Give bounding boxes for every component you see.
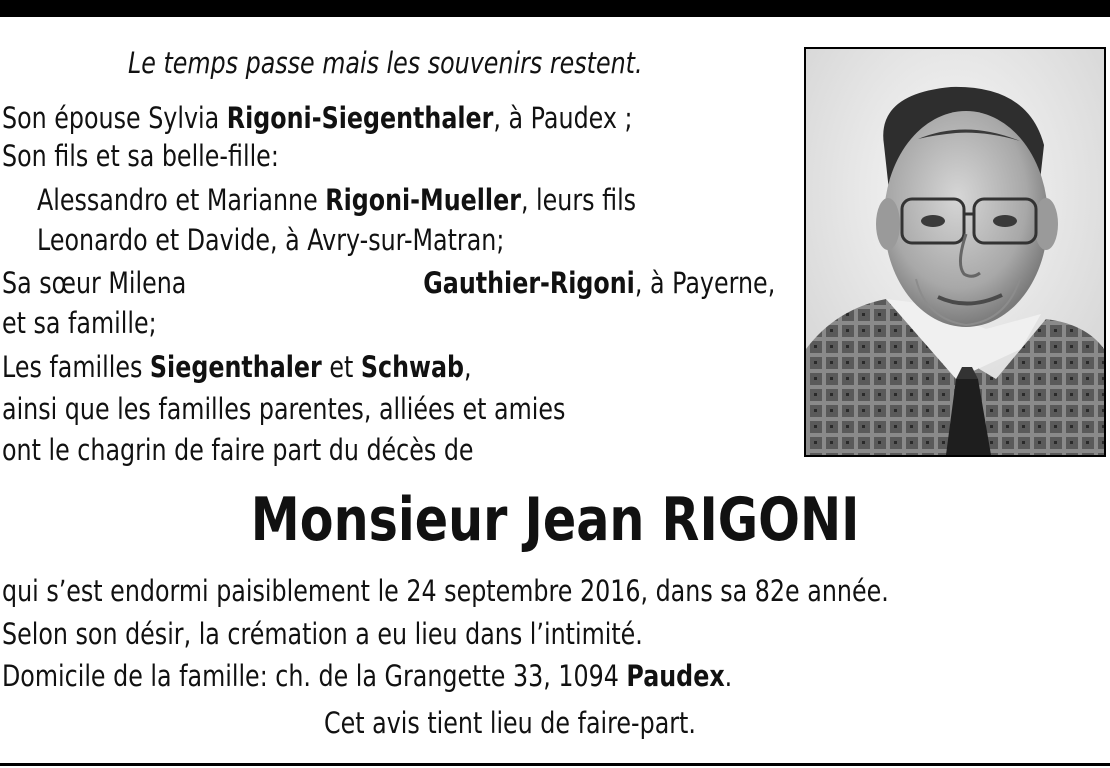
closing-line: Cet avis tient lieu de faire-part. — [324, 706, 696, 740]
sister-line: Sa sœur Milena Gauthier-Rigoni, à Payerne, — [2, 266, 776, 300]
address-town: Paudex — [626, 659, 725, 693]
bottom-rule — [0, 763, 1110, 766]
epigraph: Le temps passe mais les souvenirs restent. — [128, 46, 643, 80]
son-intro-line: Son fils et sa belle-fille: — [2, 139, 279, 173]
portrait-photo — [804, 47, 1106, 457]
address-line: Domicile de la famille: ch. de la Grangette 33, 1094 Paudex. — [2, 659, 733, 693]
announcement-line: ont le chagrin de faire part du décès de — [2, 433, 474, 467]
wife-name: Rigoni-Siegenthaler — [226, 101, 494, 135]
son-line: Alessandro et Marianne Rigoni-Mueller, leurs fils — [37, 183, 637, 217]
family-name-2: Schwab — [360, 350, 465, 384]
cremation-line: Selon son désir, la crémation a eu lieu dans l’intimité. — [2, 617, 643, 651]
wife-line: Son épouse Sylvia Rigoni-Siegenthaler, à Paudex ; — [2, 101, 633, 135]
families-line: Les familles Siegenthaler et Schwab, — [2, 350, 472, 384]
top-rule — [0, 0, 1110, 17]
deceased-name: Monsieur Jean RIGONI — [250, 485, 860, 555]
sister-name: Gauthier-Rigoni — [423, 266, 635, 300]
portrait-image — [806, 49, 1104, 455]
son-name: Rigoni-Mueller — [325, 183, 521, 217]
grandsons-line: Leonardo et Davide, à Avry-sur-Matran; — [37, 223, 505, 257]
relatives-line: ainsi que les familles parentes, alliées et amies — [2, 392, 566, 426]
family-name-1: Siegenthaler — [149, 350, 322, 384]
death-line: qui s’est endormi paisiblement le 24 septembre 2016, dans sa 82e année. — [2, 574, 889, 608]
sister-family-line: et sa famille; — [2, 306, 157, 340]
